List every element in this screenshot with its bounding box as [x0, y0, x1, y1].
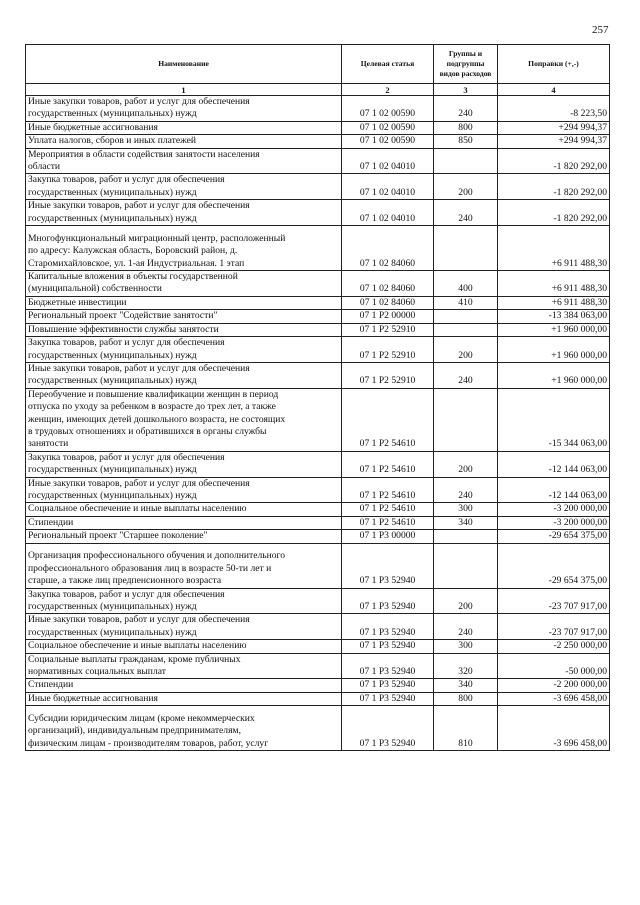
table-row: [26, 135, 610, 148]
row-name-cell: [26, 679, 342, 692]
page-number: 257: [592, 24, 609, 36]
row-name-cell: [26, 200, 342, 226]
table-row: [26, 337, 610, 363]
row-name-text: Многофункциональный миграционный центр, расположенный по адресу: Калужская область, Боровский район, д. Старомихайловское, ул. 1-ая Индустриальная. 1 этап: [28, 232, 286, 269]
row-code-cell: 07 1 P2 00000: [342, 310, 434, 323]
table-row: [26, 588, 610, 614]
row-group-cell: 800: [434, 692, 498, 705]
row-name-cell: [26, 543, 342, 588]
row-name-cell: [26, 653, 342, 679]
row-amount-cell: -1 820 292,00: [498, 174, 610, 200]
row-name-text: Повышение эффективности службы занятости: [28, 323, 219, 335]
row-name-cell: [26, 323, 342, 336]
row-amount-cell: -1 820 292,00: [498, 200, 610, 226]
row-code-cell: 07 1 P2 54610: [342, 451, 434, 477]
row-amount-cell: -13 384 063,00: [498, 310, 610, 323]
row-name-cell: [26, 451, 342, 477]
row-group-cell: 240: [434, 477, 498, 503]
row-group-cell: 320: [434, 653, 498, 679]
row-group-cell: [434, 543, 498, 588]
table-row: [26, 516, 610, 529]
column-number-row: [26, 84, 610, 96]
table-row: [26, 706, 610, 751]
row-name-cell: [26, 148, 342, 174]
row-group-cell: 810: [434, 706, 498, 751]
row-code-cell: 07 1 P2 52910: [342, 337, 434, 363]
table-row: [26, 451, 610, 477]
table-row: [26, 200, 610, 226]
row-group-cell: [434, 148, 498, 174]
row-name-text: Закупка товаров, работ и услуг для обеспечения государственных (муниципальных) нужд: [28, 588, 225, 612]
row-name-cell: [26, 640, 342, 653]
row-group-cell: [434, 388, 498, 451]
row-name-text: Закупка товаров, работ и услуг для обеспечения государственных (муниципальных) нужд: [28, 337, 225, 361]
row-code-cell: 07 1 P2 52910: [342, 362, 434, 388]
row-amount-cell: -15 344 063,00: [498, 388, 610, 451]
table-row: [26, 296, 610, 309]
row-name-cell: [26, 174, 342, 200]
row-code-cell: 07 1 02 04010: [342, 174, 434, 200]
row-name-cell: [26, 96, 342, 122]
row-group-cell: 850: [434, 135, 498, 148]
row-name-text: Закупка товаров, работ и услуг для обеспечения государственных (муниципальных) нужд: [28, 174, 225, 198]
row-amount-cell: +294 994,37: [498, 135, 610, 148]
row-amount-cell: -3 200 000,00: [498, 503, 610, 516]
table-row: [26, 388, 610, 451]
column-number: 1: [26, 84, 342, 96]
table-row: [26, 653, 610, 679]
row-amount-cell: -12 144 063,00: [498, 477, 610, 503]
row-code-cell: 07 1 P3 52940: [342, 706, 434, 751]
row-code-cell: 07 1 P2 54610: [342, 477, 434, 503]
row-name-text: Региональный проект "Старшее поколение": [28, 530, 208, 542]
table-row: [26, 543, 610, 588]
row-name-cell: [26, 362, 342, 388]
row-code-cell: 07 1 P3 52940: [342, 640, 434, 653]
row-group-cell: 410: [434, 296, 498, 309]
row-name-text: Капитальные вложения в объекты государственной (муниципальной) собственности: [28, 271, 238, 295]
row-amount-cell: +1 960 000,00: [498, 323, 610, 336]
row-amount-cell: -8 223,50: [498, 96, 610, 122]
row-amount-cell: -23 707 917,00: [498, 614, 610, 640]
row-code-cell: 07 1 P3 52940: [342, 543, 434, 588]
row-name-text: Иные закупки товаров, работ и услуг для обеспечения государственных (муниципальных) нужд: [28, 614, 250, 638]
row-name-text: Иные закупки товаров, работ и услуг для обеспечения государственных (муниципальных) нужд: [28, 477, 250, 501]
row-name-cell: [26, 337, 342, 363]
header-name: Наименование: [26, 45, 342, 84]
row-group-cell: 200: [434, 337, 498, 363]
row-code-cell: 07 1 02 84060: [342, 226, 434, 271]
row-group-cell: [434, 226, 498, 271]
table-body: [26, 96, 610, 751]
row-code-cell: 07 1 P2 52910: [342, 323, 434, 336]
row-amount-cell: -29 654 375,00: [498, 543, 610, 588]
table-row: [26, 121, 610, 134]
row-group-cell: [434, 310, 498, 323]
header-group: Группы и подгруппы видов расходов: [434, 45, 498, 84]
row-code-cell: 07 1 P2 54610: [342, 516, 434, 529]
row-name-cell: [26, 121, 342, 134]
row-name-text: Социальное обеспечение и иные выплаты населению: [28, 640, 247, 652]
row-amount-cell: -3 696 458,00: [498, 692, 610, 705]
row-code-cell: 07 1 P3 52940: [342, 692, 434, 705]
row-name-text: Иные бюджетные ассигнования: [28, 692, 158, 704]
row-name-cell: [26, 271, 342, 297]
row-amount-cell: +6 911 488,30: [498, 271, 610, 297]
column-number: 2: [342, 84, 434, 96]
row-name-cell: [26, 296, 342, 309]
row-group-cell: [434, 530, 498, 543]
row-amount-cell: -1 820 292,00: [498, 148, 610, 174]
row-name-cell: [26, 310, 342, 323]
table-row: [26, 503, 610, 516]
row-name-cell: [26, 588, 342, 614]
row-group-cell: 240: [434, 96, 498, 122]
row-group-cell: 400: [434, 271, 498, 297]
row-name-cell: [26, 692, 342, 705]
row-name-cell: [26, 516, 342, 529]
row-name-text: Иные закупки товаров, работ и услуг для обеспечения государственных (муниципальных) нужд: [28, 200, 250, 224]
row-code-cell: 07 1 P3 52940: [342, 588, 434, 614]
header-amount: Поправки (+,-): [498, 45, 610, 84]
row-code-cell: 07 1 P3 52940: [342, 653, 434, 679]
row-name-cell: [26, 503, 342, 516]
row-name-cell: [26, 614, 342, 640]
column-number: 3: [434, 84, 498, 96]
row-group-cell: [434, 323, 498, 336]
row-name-text: Мероприятия в области содействия занятости населения области: [28, 148, 260, 173]
row-amount-cell: +1 960 000,00: [498, 362, 610, 388]
row-amount-cell: -50 000,00: [498, 653, 610, 679]
row-amount-cell: +6 911 488,30: [498, 296, 610, 309]
row-code-cell: 07 1 02 84060: [342, 271, 434, 297]
row-amount-cell: +6 911 488,30: [498, 226, 610, 271]
row-group-cell: 300: [434, 640, 498, 653]
row-amount-cell: -23 707 917,00: [498, 588, 610, 614]
table-row: [26, 692, 610, 705]
row-name-text: Стипендии: [28, 679, 74, 691]
budget-table: [25, 44, 610, 751]
row-group-cell: 340: [434, 679, 498, 692]
table-row: [26, 310, 610, 323]
row-name-cell: [26, 706, 342, 751]
table-row: [26, 226, 610, 271]
row-name-text: Организация профессионального обучения и дополнительного профессионального образования лиц в возрасте 50-ти лет и старше, а также лиц предпенсионного возраста: [28, 550, 286, 587]
row-name-text: Иные закупки товаров, работ и услуг для обеспечения государственных (муниципальных) нужд: [28, 96, 250, 120]
row-name-text: Социальные выплаты гражданам, кроме публичных нормативных социальных выплат: [28, 653, 241, 678]
row-name-text: Региональный проект "Содействие занятости": [28, 310, 218, 322]
row-name-text: Иные бюджетные ассигнования: [28, 121, 158, 133]
table-row: [26, 96, 610, 122]
row-name-cell: [26, 135, 342, 148]
row-code-cell: 07 1 P2 54610: [342, 503, 434, 516]
row-code-cell: 07 1 02 00590: [342, 121, 434, 134]
table-row: [26, 323, 610, 336]
row-name-cell: [26, 388, 342, 451]
row-group-cell: 240: [434, 614, 498, 640]
row-group-cell: 240: [434, 200, 498, 226]
column-number: 4: [498, 84, 610, 96]
row-group-cell: 340: [434, 516, 498, 529]
row-code-cell: 07 1 02 04010: [342, 148, 434, 174]
table-row: [26, 271, 610, 297]
row-name-text: Стипендии: [28, 516, 74, 528]
row-amount-cell: -3 696 458,00: [498, 706, 610, 751]
row-group-cell: 240: [434, 362, 498, 388]
table-row: [26, 640, 610, 653]
row-group-cell: 800: [434, 121, 498, 134]
header-code: Целевая статья: [342, 45, 434, 84]
row-name-text: Переобучение и повышение квалификации женщин в период отпуска по уходу за ребенком в возрасте до трех лет, а также женщин, имеющих детей дошкольного возраста, не состоящих в трудовых отношениях и обратившихся в органы службы занятости: [28, 388, 286, 450]
row-group-cell: 200: [434, 451, 498, 477]
row-code-cell: 07 1 02 84060: [342, 296, 434, 309]
row-amount-cell: -3 200 000,00: [498, 516, 610, 529]
header-row: [26, 45, 610, 84]
table-row: [26, 679, 610, 692]
table-row: [26, 530, 610, 543]
row-amount-cell: -12 144 063,00: [498, 451, 610, 477]
table-row: [26, 614, 610, 640]
row-name-cell: [26, 226, 342, 271]
row-code-cell: 07 1 02 00590: [342, 135, 434, 148]
row-code-cell: 07 1 P2 54610: [342, 388, 434, 451]
row-name-cell: [26, 530, 342, 543]
table-row: [26, 362, 610, 388]
table-row: [26, 477, 610, 503]
row-name-text: Субсидии юридическим лицам (кроме некоммерческих организаций), индивидуальным предпринимателям, физическим лицам - производителям товаров, работ, услуг: [28, 713, 269, 749]
table-row: [26, 174, 610, 200]
row-group-cell: 200: [434, 174, 498, 200]
row-code-cell: 07 1 P3 00000: [342, 530, 434, 543]
row-amount-cell: +294 994,37: [498, 121, 610, 134]
row-name-text: Бюджетные инвестиции: [28, 296, 127, 308]
row-name-text: Уплата налогов, сборов и иных платежей: [28, 135, 197, 147]
row-code-cell: 07 1 02 00590: [342, 96, 434, 122]
table-row: [26, 148, 610, 174]
row-amount-cell: -29 654 375,00: [498, 530, 610, 543]
row-code-cell: 07 1 P3 52940: [342, 614, 434, 640]
row-code-cell: 07 1 P3 52940: [342, 679, 434, 692]
row-name-text: Иные закупки товаров, работ и услуг для обеспечения государственных (муниципальных) нужд: [28, 362, 250, 387]
row-amount-cell: -2 200 000,00: [498, 679, 610, 692]
row-name-text: Социальное обеспечение и иные выплаты населению: [28, 503, 247, 515]
row-group-cell: 200: [434, 588, 498, 614]
row-group-cell: 300: [434, 503, 498, 516]
row-amount-cell: +1 960 000,00: [498, 337, 610, 363]
row-code-cell: 07 1 02 04010: [342, 200, 434, 226]
row-name-text: Закупка товаров, работ и услуг для обеспечения государственных (муниципальных) нужд: [28, 451, 225, 476]
row-amount-cell: -2 250 000,00: [498, 640, 610, 653]
row-name-cell: [26, 477, 342, 503]
